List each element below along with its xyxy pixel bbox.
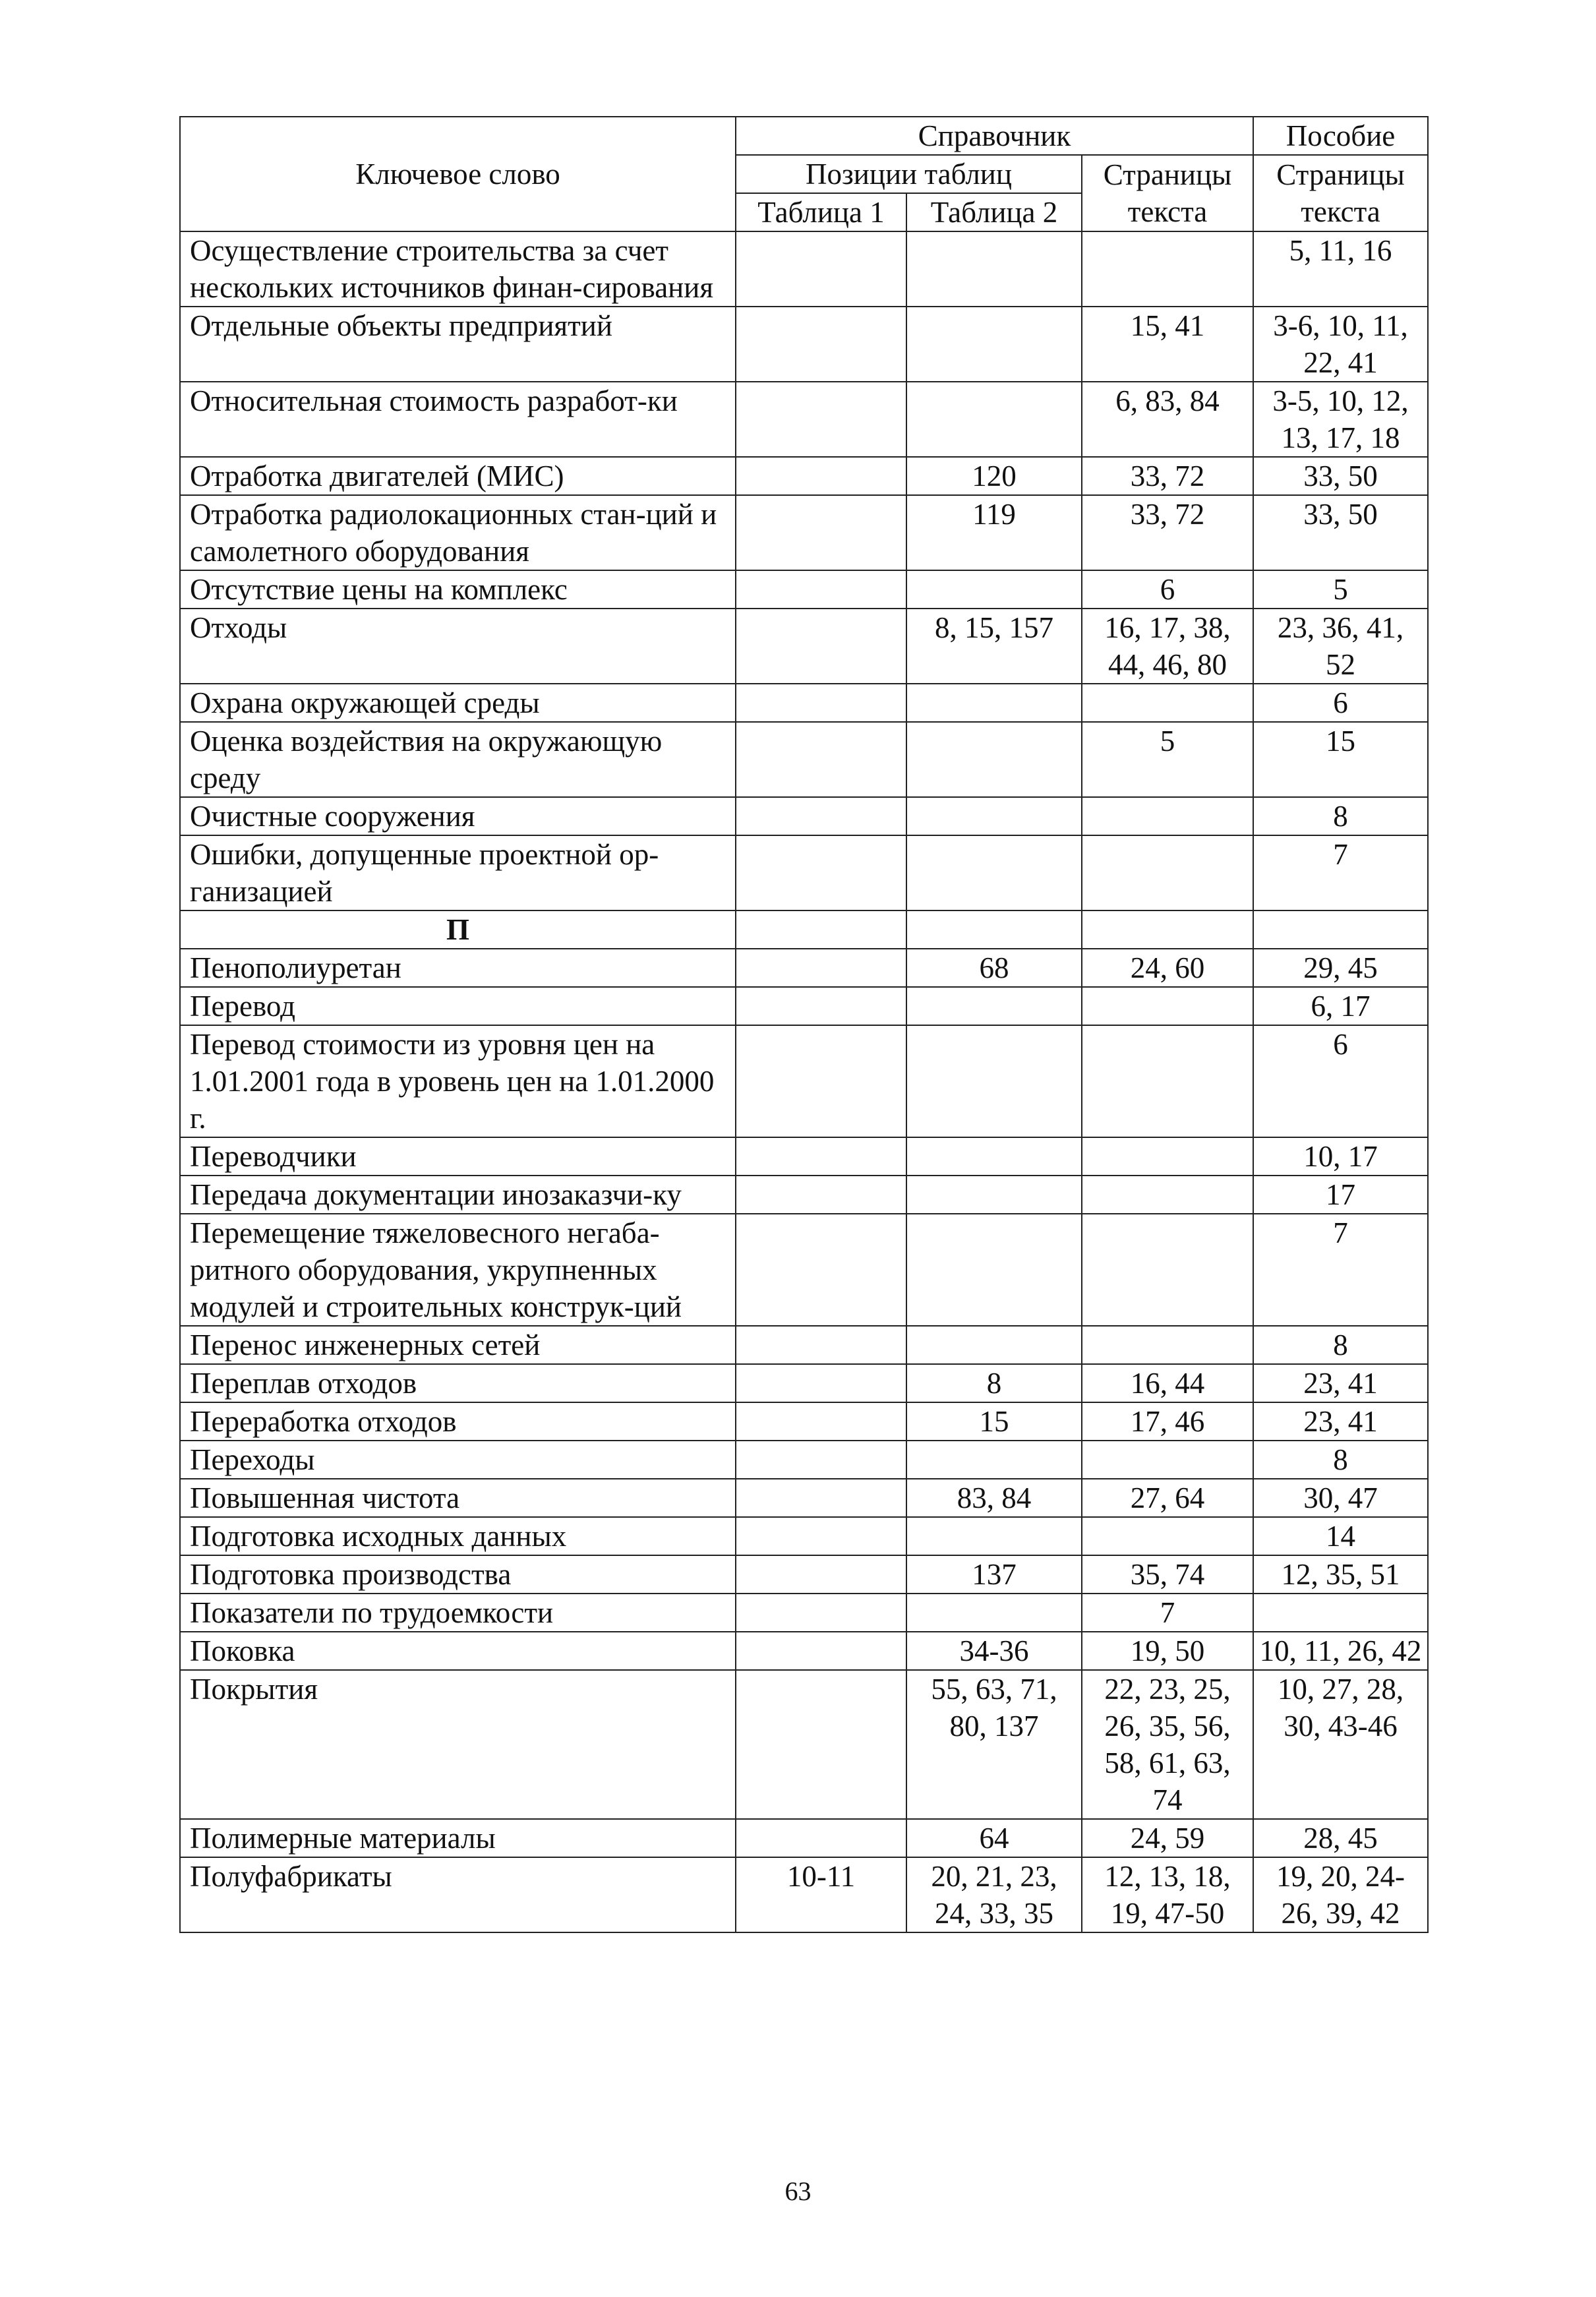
table1-cell xyxy=(736,949,906,987)
keyword-cell: Поковка xyxy=(180,1632,736,1670)
keyword-cell: Перемещение тяжеловесного негаба-ритного оборудования, укрупненных модулей и строительных конструк-ций xyxy=(180,1214,736,1326)
keyword-cell: Охрана окружающей среды xyxy=(180,684,736,722)
text-pages-cell: 7 xyxy=(1082,1594,1253,1632)
table2-cell xyxy=(906,1326,1082,1364)
keyword-cell: Подготовка производства xyxy=(180,1555,736,1594)
table1-cell xyxy=(736,835,906,910)
page-number: 63 xyxy=(784,2176,812,2206)
keyword-cell: Ошибки, допущенные проектной ор-ганизацией xyxy=(180,835,736,910)
table-row xyxy=(180,1326,1428,1364)
table2-cell xyxy=(906,1176,1082,1214)
table1-cell xyxy=(736,1364,906,1402)
table1-cell xyxy=(736,1479,906,1517)
manual-pages-cell: 5 xyxy=(1253,570,1428,609)
manual-pages-cell: 12, 35, 51 xyxy=(1253,1555,1428,1594)
table1-cell xyxy=(736,231,906,307)
table1-cell xyxy=(736,1517,906,1555)
text-pages-cell: 16, 44 xyxy=(1082,1364,1253,1402)
text-pages-cell: 22, 23, 25, 26, 35, 56, 58, 61, 63, 74 xyxy=(1082,1670,1253,1819)
table1-cell: 10-11 xyxy=(736,1857,906,1932)
keyword-cell: Перевод стоимости из уровня цен на 1.01.2001 года в уровень цен на 1.01.2000 г. xyxy=(180,1025,736,1137)
table2-cell xyxy=(906,797,1082,835)
table1-cell xyxy=(736,307,906,382)
manual-pages-cell: 3-5, 10, 12, 13, 17, 18 xyxy=(1253,382,1428,457)
table2-cell xyxy=(906,722,1082,797)
keyword-cell: Очистные сооружения xyxy=(180,797,736,835)
table-row xyxy=(180,722,1428,797)
text-pages-cell: 24, 60 xyxy=(1082,949,1253,987)
keyword-cell: Относительная стоимость разработ-ки xyxy=(180,382,736,457)
keyword-cell: Полуфабрикаты xyxy=(180,1857,736,1932)
text-pages-cell xyxy=(1082,1214,1253,1326)
text-pages-cell xyxy=(1082,987,1253,1025)
text-pages-cell xyxy=(1082,1176,1253,1214)
keyword-cell: Переходы xyxy=(180,1441,736,1479)
table1-cell xyxy=(736,1441,906,1479)
table-row xyxy=(180,231,1428,307)
keyword-cell: Отдельные объекты предприятий xyxy=(180,307,736,382)
table-row xyxy=(180,835,1428,910)
table-row xyxy=(180,910,1428,949)
table-row xyxy=(180,1137,1428,1176)
text-pages-cell: 33, 72 xyxy=(1082,495,1253,570)
table2-cell xyxy=(906,835,1082,910)
table1-cell xyxy=(736,722,906,797)
table2-cell xyxy=(906,1025,1082,1137)
table2-cell: 34-36 xyxy=(906,1632,1082,1670)
table-row xyxy=(180,1025,1428,1137)
table2-cell xyxy=(906,684,1082,722)
header-text-pages xyxy=(1082,155,1253,231)
manual-pages-cell: 8 xyxy=(1253,1326,1428,1364)
text-pages-cell xyxy=(1082,684,1253,722)
keyword-cell: Повышенная чистота xyxy=(180,1479,736,1517)
table-row xyxy=(180,1479,1428,1517)
table1-cell xyxy=(736,1632,906,1670)
table-row xyxy=(180,949,1428,987)
keyword-cell: Отработка радиолокационных стан-ций и самолетного оборудования xyxy=(180,495,736,570)
table-row xyxy=(180,987,1428,1025)
table1-cell xyxy=(736,684,906,722)
text-pages-cell: 27, 64 xyxy=(1082,1479,1253,1517)
keyword-cell: Показатели по трудоемкости xyxy=(180,1594,736,1632)
table-row xyxy=(180,1670,1428,1819)
manual-pages-cell: 19, 20, 24-26, 39, 42 xyxy=(1253,1857,1428,1932)
manual-pages-cell: 7 xyxy=(1253,1214,1428,1326)
text-pages-cell xyxy=(1082,1517,1253,1555)
table2-cell xyxy=(906,382,1082,457)
table-row xyxy=(180,1402,1428,1441)
table-row xyxy=(180,609,1428,684)
table-row xyxy=(180,1214,1428,1326)
table1-cell xyxy=(736,1555,906,1594)
text-pages-cell: 16, 17, 38, 44, 46, 80 xyxy=(1082,609,1253,684)
header-manual-pages-line2: текста xyxy=(1301,195,1380,228)
header-table-positions: Позиции таблиц xyxy=(736,155,1082,193)
keyword-cell: Подготовка исходных данных xyxy=(180,1517,736,1555)
table2-cell: 64 xyxy=(906,1819,1082,1857)
text-pages-cell: 19, 50 xyxy=(1082,1632,1253,1670)
manual-pages-cell: 29, 45 xyxy=(1253,949,1428,987)
manual-pages-cell: 15 xyxy=(1253,722,1428,797)
manual-pages-cell: 33, 50 xyxy=(1253,495,1428,570)
table1-cell xyxy=(736,1819,906,1857)
manual-pages-cell: 6, 17 xyxy=(1253,987,1428,1025)
table2-cell xyxy=(906,307,1082,382)
keyword-cell: Передача документации инозаказчи-ку xyxy=(180,1176,736,1214)
table2-cell: 68 xyxy=(906,949,1082,987)
keyword-cell: Осуществление строительства за счет нескольких источников финан-сирования xyxy=(180,231,736,307)
manual-pages-cell xyxy=(1253,1594,1428,1632)
keyword-cell: Оценка воздействия на окружающую среду xyxy=(180,722,736,797)
manual-pages-cell: 23, 41 xyxy=(1253,1402,1428,1441)
header-manual-pages-line1: Страницы xyxy=(1276,158,1405,191)
table2-cell xyxy=(906,1517,1082,1555)
table2-cell xyxy=(906,1214,1082,1326)
keyword-cell: Отходы xyxy=(180,609,736,684)
table1-cell xyxy=(736,609,906,684)
manual-pages-cell: 10, 17 xyxy=(1253,1137,1428,1176)
table-row xyxy=(180,1364,1428,1402)
keyword-cell: Переводчики xyxy=(180,1137,736,1176)
table-row xyxy=(180,1517,1428,1555)
table2-cell xyxy=(906,231,1082,307)
manual-pages-cell: 23, 41 xyxy=(1253,1364,1428,1402)
header-table2: Таблица 2 xyxy=(906,193,1082,231)
manual-pages-cell: 10, 27, 28, 30, 43-46 xyxy=(1253,1670,1428,1819)
table-row xyxy=(180,684,1428,722)
text-pages-cell xyxy=(1082,231,1253,307)
header-keyword: Ключевое слово xyxy=(180,117,736,231)
table1-cell xyxy=(736,495,906,570)
index-table xyxy=(179,116,1429,1933)
text-pages-cell: 35, 74 xyxy=(1082,1555,1253,1594)
table1-cell xyxy=(736,1176,906,1214)
manual-pages-cell: 33, 50 xyxy=(1253,457,1428,495)
table2-cell xyxy=(906,910,1082,949)
manual-pages-cell xyxy=(1253,910,1428,949)
table-row xyxy=(180,1176,1428,1214)
manual-pages-cell: 3-6, 10, 11, 22, 41 xyxy=(1253,307,1428,382)
text-pages-cell: 17, 46 xyxy=(1082,1402,1253,1441)
keyword-cell: Перевод xyxy=(180,987,736,1025)
keyword-cell: Перенос инженерных сетей xyxy=(180,1326,736,1364)
table2-cell: 8 xyxy=(906,1364,1082,1402)
keyword-cell: Переработка отходов xyxy=(180,1402,736,1441)
table1-cell xyxy=(736,910,906,949)
table2-cell: 8, 15, 157 xyxy=(906,609,1082,684)
table1-cell xyxy=(736,1326,906,1364)
header-text-pages-line1: Страницы xyxy=(1103,158,1232,191)
table-row xyxy=(180,1594,1428,1632)
table1-cell xyxy=(736,382,906,457)
text-pages-cell xyxy=(1082,1025,1253,1137)
table1-cell xyxy=(736,457,906,495)
text-pages-cell xyxy=(1082,910,1253,949)
header-table1: Таблица 1 xyxy=(736,193,906,231)
table-row xyxy=(180,1819,1428,1857)
manual-pages-cell: 30, 47 xyxy=(1253,1479,1428,1517)
table2-cell xyxy=(906,987,1082,1025)
table2-cell xyxy=(906,1441,1082,1479)
table1-cell xyxy=(736,1214,906,1326)
keyword-cell: Переплав отходов xyxy=(180,1364,736,1402)
manual-pages-cell: 8 xyxy=(1253,1441,1428,1479)
keyword-cell: Пенополиуретан xyxy=(180,949,736,987)
manual-pages-cell: 7 xyxy=(1253,835,1428,910)
table2-cell: 20, 21, 23, 24, 33, 35 xyxy=(906,1857,1082,1932)
table-row xyxy=(180,1555,1428,1594)
manual-pages-cell: 17 xyxy=(1253,1176,1428,1214)
manual-pages-cell: 6 xyxy=(1253,684,1428,722)
keyword-cell: Отсутствие цены на комплекс xyxy=(180,570,736,609)
manual-pages-cell: 5, 11, 16 xyxy=(1253,231,1428,307)
table-row xyxy=(180,1632,1428,1670)
table2-cell xyxy=(906,1594,1082,1632)
table-row xyxy=(180,570,1428,609)
table1-cell xyxy=(736,1402,906,1441)
table1-cell xyxy=(736,987,906,1025)
header-manual-pages xyxy=(1253,155,1428,231)
text-pages-cell: 12, 13, 18, 19, 47-50 xyxy=(1082,1857,1253,1932)
table-row xyxy=(180,307,1428,382)
table2-cell: 137 xyxy=(906,1555,1082,1594)
keyword-cell: Покрытия xyxy=(180,1670,736,1819)
manual-pages-cell: 28, 45 xyxy=(1253,1819,1428,1857)
text-pages-cell: 15, 41 xyxy=(1082,307,1253,382)
table1-cell xyxy=(736,1594,906,1632)
text-pages-cell xyxy=(1082,1441,1253,1479)
table-row xyxy=(180,457,1428,495)
table-row xyxy=(180,1857,1428,1932)
table1-cell xyxy=(736,797,906,835)
table2-cell: 55, 63, 71, 80, 137 xyxy=(906,1670,1082,1819)
table2-cell: 15 xyxy=(906,1402,1082,1441)
table-row xyxy=(180,1441,1428,1479)
text-pages-cell: 6 xyxy=(1082,570,1253,609)
manual-pages-cell: 10, 11, 26, 42 xyxy=(1253,1632,1428,1670)
text-pages-cell: 5 xyxy=(1082,722,1253,797)
header-handbook: Справочник xyxy=(736,117,1253,155)
text-pages-cell xyxy=(1082,835,1253,910)
table2-cell: 120 xyxy=(906,457,1082,495)
table-row xyxy=(180,382,1428,457)
text-pages-cell: 33, 72 xyxy=(1082,457,1253,495)
table2-cell xyxy=(906,1137,1082,1176)
keyword-cell: П xyxy=(180,910,736,949)
table1-cell xyxy=(736,570,906,609)
text-pages-cell: 24, 59 xyxy=(1082,1819,1253,1857)
manual-pages-cell: 23, 36, 41, 52 xyxy=(1253,609,1428,684)
table1-cell xyxy=(736,1670,906,1819)
manual-pages-cell: 6 xyxy=(1253,1025,1428,1137)
text-pages-cell xyxy=(1082,1137,1253,1176)
keyword-cell: Отработка двигателей (МИС) xyxy=(180,457,736,495)
header-row-1 xyxy=(180,117,1428,155)
table2-cell: 83, 84 xyxy=(906,1479,1082,1517)
header-text-pages-line2: текста xyxy=(1127,195,1208,228)
header-manual: Пособие xyxy=(1253,117,1428,155)
table-row xyxy=(180,797,1428,835)
table2-cell: 119 xyxy=(906,495,1082,570)
text-pages-cell xyxy=(1082,797,1253,835)
text-pages-cell xyxy=(1082,1326,1253,1364)
manual-pages-cell: 14 xyxy=(1253,1517,1428,1555)
manual-pages-cell: 8 xyxy=(1253,797,1428,835)
keyword-cell: Полимерные материалы xyxy=(180,1819,736,1857)
table1-cell xyxy=(736,1137,906,1176)
table1-cell xyxy=(736,1025,906,1137)
table2-cell xyxy=(906,570,1082,609)
table-row xyxy=(180,495,1428,570)
text-pages-cell: 6, 83, 84 xyxy=(1082,382,1253,457)
